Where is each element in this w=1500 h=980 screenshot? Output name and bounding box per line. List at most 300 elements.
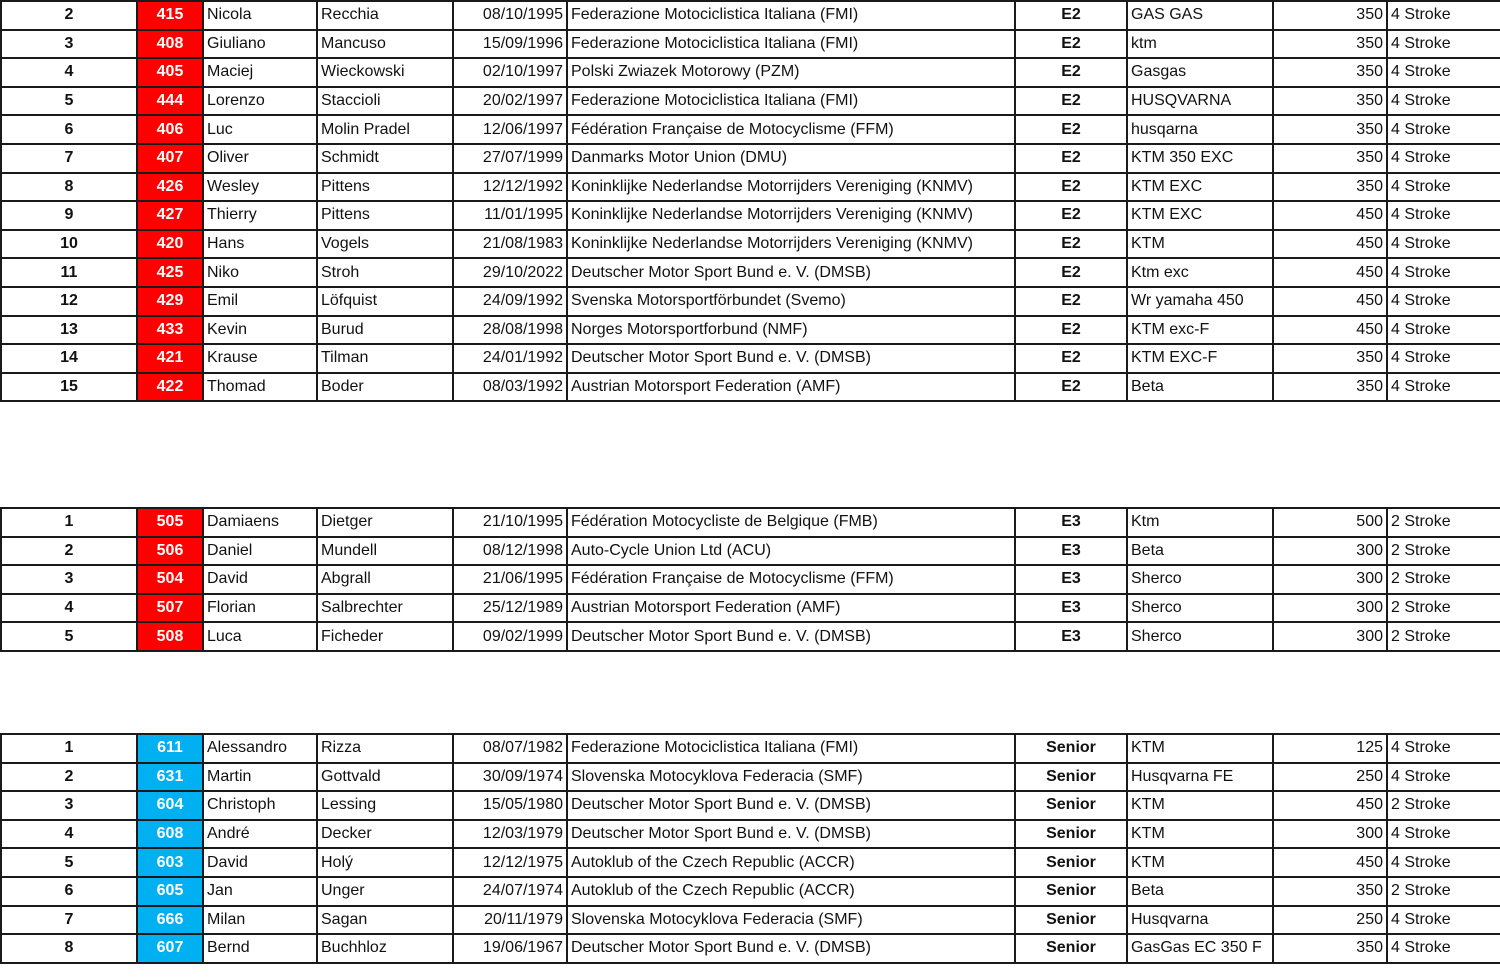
motorcycle-make: KTM <box>1127 848 1273 877</box>
date-of-birth: 02/10/1997 <box>453 58 567 87</box>
last-name: Buchhloz <box>317 934 453 963</box>
motorcycle-make: KTM <box>1127 791 1273 820</box>
table-row <box>1 1 1500 30</box>
rider-position: 2 <box>1 1 137 30</box>
rider-position: 8 <box>1 934 137 963</box>
first-name: Luc <box>203 115 317 144</box>
stroke-type: 4 Stroke <box>1387 287 1500 316</box>
class-label: E2 <box>1015 230 1127 259</box>
federation: Polski Zwiazek Motorowy (PZM) <box>567 58 1015 87</box>
stroke-type: 2 Stroke <box>1387 622 1500 651</box>
class-label: Senior <box>1015 734 1127 763</box>
rider-number-badge: 611 <box>137 734 203 763</box>
stroke-type: 4 Stroke <box>1387 848 1500 877</box>
federation: Koninklijke Nederlandse Motorrijders Vereniging (KNMV) <box>567 201 1015 230</box>
rider-number-badge: 507 <box>137 594 203 623</box>
last-name: Löfquist <box>317 287 453 316</box>
class-label: E2 <box>1015 173 1127 202</box>
results-table <box>0 0 1500 402</box>
last-name: Salbrechter <box>317 594 453 623</box>
date-of-birth: 21/10/1995 <box>453 508 567 537</box>
motorcycle-make: husqarna <box>1127 115 1273 144</box>
federation: Autoklub of the Czech Republic (ACCR) <box>567 877 1015 906</box>
engine-cc: 300 <box>1273 537 1387 566</box>
rider-number-badge: 425 <box>137 258 203 287</box>
federation: Slovenska Motocyklova Federacia (SMF) <box>567 906 1015 935</box>
rider-number-badge: 506 <box>137 537 203 566</box>
first-name: Martin <box>203 763 317 792</box>
date-of-birth: 19/06/1967 <box>453 934 567 963</box>
rider-position: 6 <box>1 115 137 144</box>
last-name: Boder <box>317 373 453 402</box>
engine-cc: 300 <box>1273 820 1387 849</box>
engine-cc: 350 <box>1273 30 1387 59</box>
rider-position: 2 <box>1 763 137 792</box>
motorcycle-make: KTM EXC <box>1127 201 1273 230</box>
rider-position: 14 <box>1 344 137 373</box>
federation: Danmarks Motor Union (DMU) <box>567 144 1015 173</box>
federation: Federazione Motociclistica Italiana (FMI) <box>567 87 1015 116</box>
date-of-birth: 29/10/2022 <box>453 258 567 287</box>
federation: Fédération Française de Motocyclisme (FFM) <box>567 115 1015 144</box>
first-name: Milan <box>203 906 317 935</box>
motorcycle-make: KTM EXC <box>1127 173 1273 202</box>
motorcycle-make: KTM EXC-F <box>1127 344 1273 373</box>
rider-position: 8 <box>1 173 137 202</box>
motorcycle-make: Ktm exc <box>1127 258 1273 287</box>
engine-cc: 450 <box>1273 258 1387 287</box>
last-name: Recchia <box>317 1 453 30</box>
table-row <box>1 791 1500 820</box>
e3-results-table <box>0 507 1500 652</box>
class-label: E2 <box>1015 344 1127 373</box>
stroke-type: 4 Stroke <box>1387 906 1500 935</box>
first-name: Niko <box>203 258 317 287</box>
stroke-type: 4 Stroke <box>1387 344 1500 373</box>
rider-number-badge: 429 <box>137 287 203 316</box>
stroke-type: 2 Stroke <box>1387 791 1500 820</box>
date-of-birth: 15/05/1980 <box>453 791 567 820</box>
federation: Koninklijke Nederlandse Motorrijders Vereniging (KNMV) <box>567 173 1015 202</box>
stroke-type: 2 Stroke <box>1387 594 1500 623</box>
motorcycle-make: HUSQVARNA <box>1127 87 1273 116</box>
date-of-birth: 12/06/1997 <box>453 115 567 144</box>
motorcycle-make: Sherco <box>1127 622 1273 651</box>
first-name: Krause <box>203 344 317 373</box>
rider-position: 9 <box>1 201 137 230</box>
class-label: Senior <box>1015 877 1127 906</box>
rider-position: 4 <box>1 58 137 87</box>
date-of-birth: 28/08/1998 <box>453 316 567 345</box>
last-name: Burud <box>317 316 453 345</box>
class-label: E3 <box>1015 565 1127 594</box>
stroke-type: 2 Stroke <box>1387 565 1500 594</box>
date-of-birth: 25/12/1989 <box>453 594 567 623</box>
table-row <box>1 848 1500 877</box>
rider-number-badge: 504 <box>137 565 203 594</box>
motorcycle-make: Husqvarna FE <box>1127 763 1273 792</box>
last-name: Stroh <box>317 258 453 287</box>
last-name: Pittens <box>317 201 453 230</box>
first-name: Kevin <box>203 316 317 345</box>
table-row <box>1 877 1500 906</box>
table-row <box>1 115 1500 144</box>
stroke-type: 4 Stroke <box>1387 144 1500 173</box>
table-row <box>1 734 1500 763</box>
engine-cc: 350 <box>1273 173 1387 202</box>
stroke-type: 4 Stroke <box>1387 201 1500 230</box>
table-row <box>1 87 1500 116</box>
rider-number-badge: 420 <box>137 230 203 259</box>
rider-position: 2 <box>1 537 137 566</box>
date-of-birth: 21/06/1995 <box>453 565 567 594</box>
table-row <box>1 30 1500 59</box>
results-table <box>0 507 1500 652</box>
class-label: Senior <box>1015 791 1127 820</box>
class-label: E2 <box>1015 87 1127 116</box>
date-of-birth: 30/09/1974 <box>453 763 567 792</box>
last-name: Lessing <box>317 791 453 820</box>
federation: Deutscher Motor Sport Bund e. V. (DMSB) <box>567 622 1015 651</box>
e2-results-table <box>0 0 1500 402</box>
class-label: Senior <box>1015 820 1127 849</box>
engine-cc: 450 <box>1273 201 1387 230</box>
date-of-birth: 15/09/1996 <box>453 30 567 59</box>
federation: Fédération Motocycliste de Belgique (FMB) <box>567 508 1015 537</box>
table-row <box>1 201 1500 230</box>
first-name: Nicola <box>203 1 317 30</box>
engine-cc: 250 <box>1273 763 1387 792</box>
rider-number-badge: 427 <box>137 201 203 230</box>
federation: Deutscher Motor Sport Bund e. V. (DMSB) <box>567 791 1015 820</box>
stroke-type: 4 Stroke <box>1387 734 1500 763</box>
last-name: Mancuso <box>317 30 453 59</box>
first-name: Jan <box>203 877 317 906</box>
last-name: Mundell <box>317 537 453 566</box>
date-of-birth: 08/12/1998 <box>453 537 567 566</box>
motorcycle-make: KTM <box>1127 734 1273 763</box>
rider-number-badge: 603 <box>137 848 203 877</box>
federation: Deutscher Motor Sport Bund e. V. (DMSB) <box>567 258 1015 287</box>
rider-position: 5 <box>1 622 137 651</box>
rider-number-badge: 405 <box>137 58 203 87</box>
stroke-type: 2 Stroke <box>1387 877 1500 906</box>
first-name: Lorenzo <box>203 87 317 116</box>
first-name: Wesley <box>203 173 317 202</box>
rider-number-badge: 407 <box>137 144 203 173</box>
date-of-birth: 20/11/1979 <box>453 906 567 935</box>
first-name: Daniel <box>203 537 317 566</box>
class-label: Senior <box>1015 906 1127 935</box>
engine-cc: 350 <box>1273 144 1387 173</box>
rider-number-badge: 608 <box>137 820 203 849</box>
last-name: Staccioli <box>317 87 453 116</box>
first-name: Alessandro <box>203 734 317 763</box>
class-label: E2 <box>1015 287 1127 316</box>
first-name: Oliver <box>203 144 317 173</box>
table-row <box>1 258 1500 287</box>
table-row <box>1 820 1500 849</box>
motorcycle-make: GAS GAS <box>1127 1 1273 30</box>
date-of-birth: 20/02/1997 <box>453 87 567 116</box>
rider-position: 15 <box>1 373 137 402</box>
table-row <box>1 594 1500 623</box>
class-label: Senior <box>1015 763 1127 792</box>
stroke-type: 4 Stroke <box>1387 230 1500 259</box>
class-label: E3 <box>1015 537 1127 566</box>
class-label: E2 <box>1015 201 1127 230</box>
engine-cc: 350 <box>1273 373 1387 402</box>
last-name: Sagan <box>317 906 453 935</box>
rider-number-badge: 604 <box>137 791 203 820</box>
stroke-type: 4 Stroke <box>1387 763 1500 792</box>
date-of-birth: 08/03/1992 <box>453 373 567 402</box>
stroke-type: 4 Stroke <box>1387 258 1500 287</box>
class-label: E3 <box>1015 594 1127 623</box>
federation: Auto-Cycle Union Ltd (ACU) <box>567 537 1015 566</box>
rider-position: 6 <box>1 877 137 906</box>
motorcycle-make: Beta <box>1127 877 1273 906</box>
last-name: Tilman <box>317 344 453 373</box>
date-of-birth: 24/01/1992 <box>453 344 567 373</box>
class-label: Senior <box>1015 934 1127 963</box>
engine-cc: 300 <box>1273 565 1387 594</box>
first-name: Thomad <box>203 373 317 402</box>
engine-cc: 350 <box>1273 58 1387 87</box>
motorcycle-make: Sherco <box>1127 594 1273 623</box>
last-name: Vogels <box>317 230 453 259</box>
rider-position: 13 <box>1 316 137 345</box>
federation: Koninklijke Nederlandse Motorrijders Vereniging (KNMV) <box>567 230 1015 259</box>
motorcycle-make: Beta <box>1127 537 1273 566</box>
rider-position: 7 <box>1 144 137 173</box>
date-of-birth: 24/09/1992 <box>453 287 567 316</box>
date-of-birth: 09/02/1999 <box>453 622 567 651</box>
date-of-birth: 12/12/1975 <box>453 848 567 877</box>
date-of-birth: 08/07/1982 <box>453 734 567 763</box>
federation: Fédération Française de Motocyclisme (FFM) <box>567 565 1015 594</box>
first-name: Florian <box>203 594 317 623</box>
table-row <box>1 906 1500 935</box>
first-name: Hans <box>203 230 317 259</box>
last-name: Unger <box>317 877 453 906</box>
class-label: E2 <box>1015 115 1127 144</box>
table-row <box>1 144 1500 173</box>
rider-number-badge: 408 <box>137 30 203 59</box>
engine-cc: 350 <box>1273 87 1387 116</box>
table-row <box>1 287 1500 316</box>
last-name: Molin Pradel <box>317 115 453 144</box>
engine-cc: 450 <box>1273 791 1387 820</box>
rider-number-badge: 421 <box>137 344 203 373</box>
date-of-birth: 12/12/1992 <box>453 173 567 202</box>
rider-position: 10 <box>1 230 137 259</box>
federation: Federazione Motociclistica Italiana (FMI) <box>567 30 1015 59</box>
date-of-birth: 11/01/1995 <box>453 201 567 230</box>
rider-position: 5 <box>1 87 137 116</box>
stroke-type: 4 Stroke <box>1387 87 1500 116</box>
federation: Slovenska Motocyklova Federacia (SMF) <box>567 763 1015 792</box>
federation: Federazione Motociclistica Italiana (FMI) <box>567 1 1015 30</box>
class-label: E2 <box>1015 258 1127 287</box>
engine-cc: 125 <box>1273 734 1387 763</box>
rider-number-badge: 666 <box>137 906 203 935</box>
first-name: David <box>203 565 317 594</box>
motorcycle-make: KTM 350 EXC <box>1127 144 1273 173</box>
date-of-birth: 08/10/1995 <box>453 1 567 30</box>
engine-cc: 450 <box>1273 316 1387 345</box>
stroke-type: 4 Stroke <box>1387 820 1500 849</box>
rider-position: 4 <box>1 594 137 623</box>
table-row <box>1 344 1500 373</box>
rider-position: 1 <box>1 734 137 763</box>
motorcycle-make: Sherco <box>1127 565 1273 594</box>
rider-position: 3 <box>1 791 137 820</box>
engine-cc: 350 <box>1273 877 1387 906</box>
engine-cc: 250 <box>1273 906 1387 935</box>
date-of-birth: 12/03/1979 <box>453 820 567 849</box>
rider-number-badge: 508 <box>137 622 203 651</box>
rider-number-badge: 605 <box>137 877 203 906</box>
class-label: E2 <box>1015 1 1127 30</box>
table-row <box>1 58 1500 87</box>
last-name: Rizza <box>317 734 453 763</box>
rider-position: 1 <box>1 508 137 537</box>
first-name: Christoph <box>203 791 317 820</box>
table-row <box>1 622 1500 651</box>
rider-position: 3 <box>1 30 137 59</box>
stroke-type: 4 Stroke <box>1387 30 1500 59</box>
stroke-type: 4 Stroke <box>1387 1 1500 30</box>
table-row <box>1 230 1500 259</box>
federation: Austrian Motorsport Federation (AMF) <box>567 373 1015 402</box>
stroke-type: 4 Stroke <box>1387 316 1500 345</box>
motorcycle-make: KTM <box>1127 230 1273 259</box>
federation: Norges Motorsportforbund (NMF) <box>567 316 1015 345</box>
table-row <box>1 508 1500 537</box>
motorcycle-make: Wr yamaha 450 <box>1127 287 1273 316</box>
rider-position: 4 <box>1 820 137 849</box>
last-name: Gottvald <box>317 763 453 792</box>
motorcycle-make: GasGas EC 350 F <box>1127 934 1273 963</box>
first-name: Emil <box>203 287 317 316</box>
table-row <box>1 373 1500 402</box>
rider-number-badge: 505 <box>137 508 203 537</box>
motorcycle-make: Gasgas <box>1127 58 1273 87</box>
engine-cc: 350 <box>1273 934 1387 963</box>
rider-number-badge: 426 <box>137 173 203 202</box>
last-name: Ficheder <box>317 622 453 651</box>
first-name: Luca <box>203 622 317 651</box>
rider-position: 7 <box>1 906 137 935</box>
rider-number-badge: 433 <box>137 316 203 345</box>
stroke-type: 2 Stroke <box>1387 508 1500 537</box>
class-label: E3 <box>1015 622 1127 651</box>
class-label: Senior <box>1015 848 1127 877</box>
class-label: E2 <box>1015 373 1127 402</box>
engine-cc: 350 <box>1273 115 1387 144</box>
results-table <box>0 733 1500 964</box>
stroke-type: 4 Stroke <box>1387 934 1500 963</box>
federation: Deutscher Motor Sport Bund e. V. (DMSB) <box>567 934 1015 963</box>
table-row <box>1 934 1500 963</box>
engine-cc: 350 <box>1273 344 1387 373</box>
table-row <box>1 537 1500 566</box>
federation: Federazione Motociclistica Italiana (FMI) <box>567 734 1015 763</box>
stroke-type: 4 Stroke <box>1387 173 1500 202</box>
rider-number-badge: 406 <box>137 115 203 144</box>
last-name: Abgrall <box>317 565 453 594</box>
rider-position: 12 <box>1 287 137 316</box>
first-name: Damiaens <box>203 508 317 537</box>
first-name: Bernd <box>203 934 317 963</box>
rider-number-badge: 415 <box>137 1 203 30</box>
rider-number-badge: 422 <box>137 373 203 402</box>
last-name: Wieckowski <box>317 58 453 87</box>
federation: Deutscher Motor Sport Bund e. V. (DMSB) <box>567 820 1015 849</box>
federation: Autoklub of the Czech Republic (ACCR) <box>567 848 1015 877</box>
engine-cc: 450 <box>1273 287 1387 316</box>
rider-number-badge: 607 <box>137 934 203 963</box>
rider-position: 11 <box>1 258 137 287</box>
motorcycle-make: Husqvarna <box>1127 906 1273 935</box>
last-name: Dietger <box>317 508 453 537</box>
class-label: E2 <box>1015 144 1127 173</box>
class-label: E2 <box>1015 316 1127 345</box>
rider-position: 5 <box>1 848 137 877</box>
stroke-type: 2 Stroke <box>1387 537 1500 566</box>
table-row <box>1 316 1500 345</box>
date-of-birth: 27/07/1999 <box>453 144 567 173</box>
rider-number-badge: 631 <box>137 763 203 792</box>
date-of-birth: 24/07/1974 <box>453 877 567 906</box>
engine-cc: 300 <box>1273 622 1387 651</box>
table-row <box>1 763 1500 792</box>
motorcycle-make: Beta <box>1127 373 1273 402</box>
class-label: E3 <box>1015 508 1127 537</box>
table-row <box>1 173 1500 202</box>
stroke-type: 4 Stroke <box>1387 373 1500 402</box>
motorcycle-make: Ktm <box>1127 508 1273 537</box>
last-name: Schmidt <box>317 144 453 173</box>
last-name: Decker <box>317 820 453 849</box>
stroke-type: 4 Stroke <box>1387 115 1500 144</box>
federation: Deutscher Motor Sport Bund e. V. (DMSB) <box>567 344 1015 373</box>
federation: Svenska Motorsportförbundet (Svemo) <box>567 287 1015 316</box>
stroke-type: 4 Stroke <box>1387 58 1500 87</box>
motorcycle-make: ktm <box>1127 30 1273 59</box>
engine-cc: 450 <box>1273 230 1387 259</box>
table-row <box>1 565 1500 594</box>
last-name: Holý <box>317 848 453 877</box>
rider-position: 3 <box>1 565 137 594</box>
motorcycle-make: KTM <box>1127 820 1273 849</box>
engine-cc: 300 <box>1273 594 1387 623</box>
first-name: André <box>203 820 317 849</box>
senior-results-table <box>0 733 1500 964</box>
class-label: E2 <box>1015 58 1127 87</box>
motorcycle-make: KTM exc-F <box>1127 316 1273 345</box>
first-name: David <box>203 848 317 877</box>
first-name: Maciej <box>203 58 317 87</box>
engine-cc: 500 <box>1273 508 1387 537</box>
rider-number-badge: 444 <box>137 87 203 116</box>
federation: Austrian Motorsport Federation (AMF) <box>567 594 1015 623</box>
engine-cc: 350 <box>1273 1 1387 30</box>
last-name: Pittens <box>317 173 453 202</box>
first-name: Giuliano <box>203 30 317 59</box>
first-name: Thierry <box>203 201 317 230</box>
